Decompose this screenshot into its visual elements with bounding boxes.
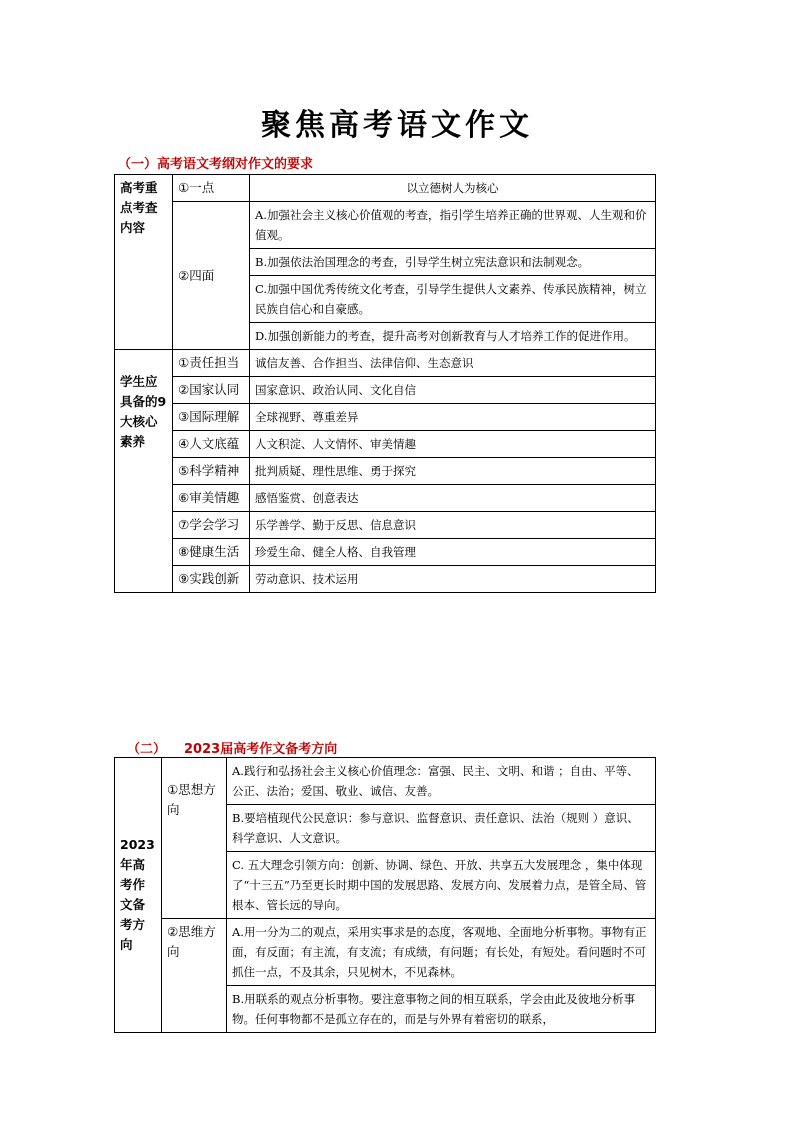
thought-label: ①思想方向 bbox=[162, 758, 227, 919]
literacy-desc: 人文积淀、人文情怀、审美情趣 bbox=[250, 431, 656, 458]
literacy-name: ⑨实践创新 bbox=[173, 566, 250, 593]
one-point-label: ①一点 bbox=[173, 175, 250, 202]
literacy-name: ⑤科学精神 bbox=[173, 458, 250, 485]
thought-item: A.践行和弘扬社会主义核心价值理念：富强、民主、文明、和谐 ；自由、平等、公正、法治；爱国、敬业、诚信、友善。 bbox=[227, 758, 656, 805]
directions-label-cell: 2023年高考作文备考方向 bbox=[115, 758, 162, 1033]
literacy-desc: 感悟鉴赏、创意表达 bbox=[250, 485, 656, 512]
section-heading-prefix: （二） bbox=[127, 742, 167, 757]
one-point-text: 以立德树人为核心 bbox=[250, 175, 656, 202]
literacy-name: ②国家认同 bbox=[173, 377, 250, 404]
literacy-desc: 珍爱生命、健全人格、自我管理 bbox=[250, 539, 656, 566]
section-heading-main: 2023届高考作文备考方向 bbox=[184, 742, 338, 757]
literacy-name: ⑧健康生活 bbox=[173, 539, 250, 566]
literacy-name: ①责任担当 bbox=[173, 350, 250, 377]
thought-item: C. 五大理念引领方向：创新、协调、绿色、开放、共享五大发展理念 ，集中体现了“十三五”乃至更长时期中国的发展思路、发展方向、发展着力点，是管全局、管根本、管长远的导向。 bbox=[227, 852, 656, 919]
literacy-desc: 批判质疑、理性思维、勇于探究 bbox=[250, 458, 656, 485]
section-heading-requirements: （一）高考语文考纲对作文的要求 bbox=[118, 157, 314, 172]
directions-table bbox=[114, 757, 656, 1033]
literacy-desc: 乐学善学、勤于反思、信息意识 bbox=[250, 512, 656, 539]
thinking-item: A.用一分为二的观点，采用实事求是的态度，客观地、全面地分析事物。事物有正面，有反面；有主流，有支流；有成绩，有问题；有长处，有短处。看问题时不可抓住一点，不及其余，只见树木，不见森林。 bbox=[227, 919, 656, 986]
literacy-name: ⑦学会学习 bbox=[173, 512, 250, 539]
aspect-item: C.加强中国优秀传统文化考查，引导学生提供人文素养、传承民族精神，树立民族自信心和自豪感。 bbox=[250, 276, 656, 323]
literacy-desc: 全球视野、尊重差异 bbox=[250, 404, 656, 431]
aspect-item: B.加强依法治国理念的考查，引导学生树立宪法意识和法制观念。 bbox=[250, 249, 656, 276]
literacy-name: ④人文底蕴 bbox=[173, 431, 250, 458]
literacy-name: ③国际理解 bbox=[173, 404, 250, 431]
literacy-desc: 诚信友善、合作担当、法律信仰、生态意识 bbox=[250, 350, 656, 377]
focus-label-cell: 高考重点考查内容 bbox=[115, 175, 173, 350]
thinking-label: ②思维方向 bbox=[162, 919, 227, 1033]
requirements-table bbox=[114, 174, 656, 593]
thinking-item: B.用联系的观点分析事物。要注意事物之间的相互联系，学会由此及彼地分析事物。任何事物都不是孤立存在的，而是与外界有着密切的联系， bbox=[227, 986, 656, 1033]
section-heading-directions bbox=[127, 738, 337, 757]
literacy-desc: 劳动意识、技术运用 bbox=[250, 566, 656, 593]
aspect-item: A.加强社会主义核心价值观的考查，指引学生培养正确的世界观、人生观和价值观。 bbox=[250, 202, 656, 249]
document-title: 聚焦高考语文作文 bbox=[261, 108, 533, 143]
four-aspects-label: ②四面 bbox=[173, 202, 250, 350]
literacy-name: ⑥审美情趣 bbox=[173, 485, 250, 512]
aspect-item: D.加强创新能力的考查，提升高考对创新教育与人才培养工作的促进作用。 bbox=[250, 323, 656, 350]
thought-item: B.要培植现代公民意识：参与意识、监督意识、责任意识、法治（规则 ）意识、科学意识、人文意识。 bbox=[227, 805, 656, 852]
literacy-label-cell: 学生应具备的9大核心素养 bbox=[115, 350, 173, 593]
literacy-desc: 国家意识、政治认同、文化自信 bbox=[250, 377, 656, 404]
